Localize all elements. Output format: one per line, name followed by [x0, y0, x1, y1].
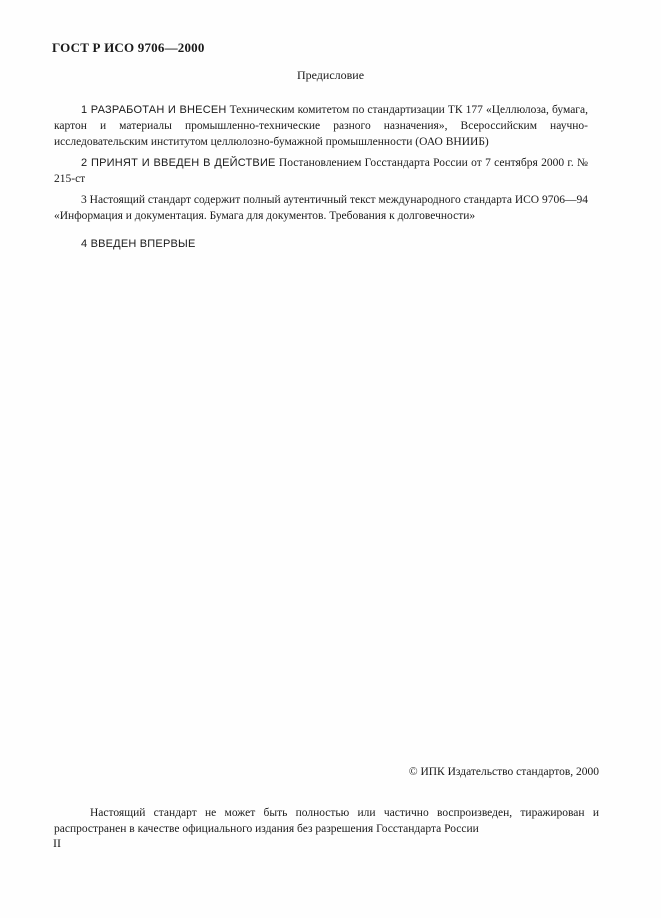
foreword-item-2 [54, 155, 588, 187]
foreword-item-3 [54, 192, 588, 224]
foreword-item-4-lead: 4 ВВЕДЕН ВПЕРВЫЕ [81, 237, 196, 250]
foreword-item-3-text: 3 Настоящий стандарт содержит полный аутентичный текст международного стандарта ИСО 9706—94 «Информация и документация. Бумага для документов. Требования к долговечности» [54, 193, 588, 222]
page-number: II [53, 836, 61, 850]
copyright-line: © ИПК Издательство стандартов, 2000 [408, 766, 599, 778]
foreword-item-2-text: Постановлением Госстандарта России от 7 сентября 2000 г. № 215-ст [54, 156, 588, 185]
document-code: ГОСТ Р ИСО 9706—2000 [52, 40, 205, 55]
foreword-title: Предисловие [296, 68, 365, 82]
foreword-item-4 [54, 236, 588, 252]
foreword-item-1-text: Техническим комитетом по стандартизации ТК 177 «Целлюлоза, бумага, картон и материалы промышленно-технические разного назначения», Всероссийским научно-исследовательским институтом целлюлозно-бумажной промышленности (ОАО ВНИИБ) [54, 103, 589, 148]
foreword-item-1-lead: 1 РАЗРАБОТАН И ВНЕСЕН [81, 103, 227, 116]
foreword-item-1 [54, 102, 588, 150]
foreword-item-2-lead: 2 ПРИНЯТ И ВВЕДЕН В ДЕЙСТВИЕ [81, 156, 276, 169]
reproduction-notice: Настоящий стандарт не может быть полностью или частично воспроизведен, тиражирован и распространен в качестве официального издания без разрешения Госстандарта России [54, 806, 599, 835]
